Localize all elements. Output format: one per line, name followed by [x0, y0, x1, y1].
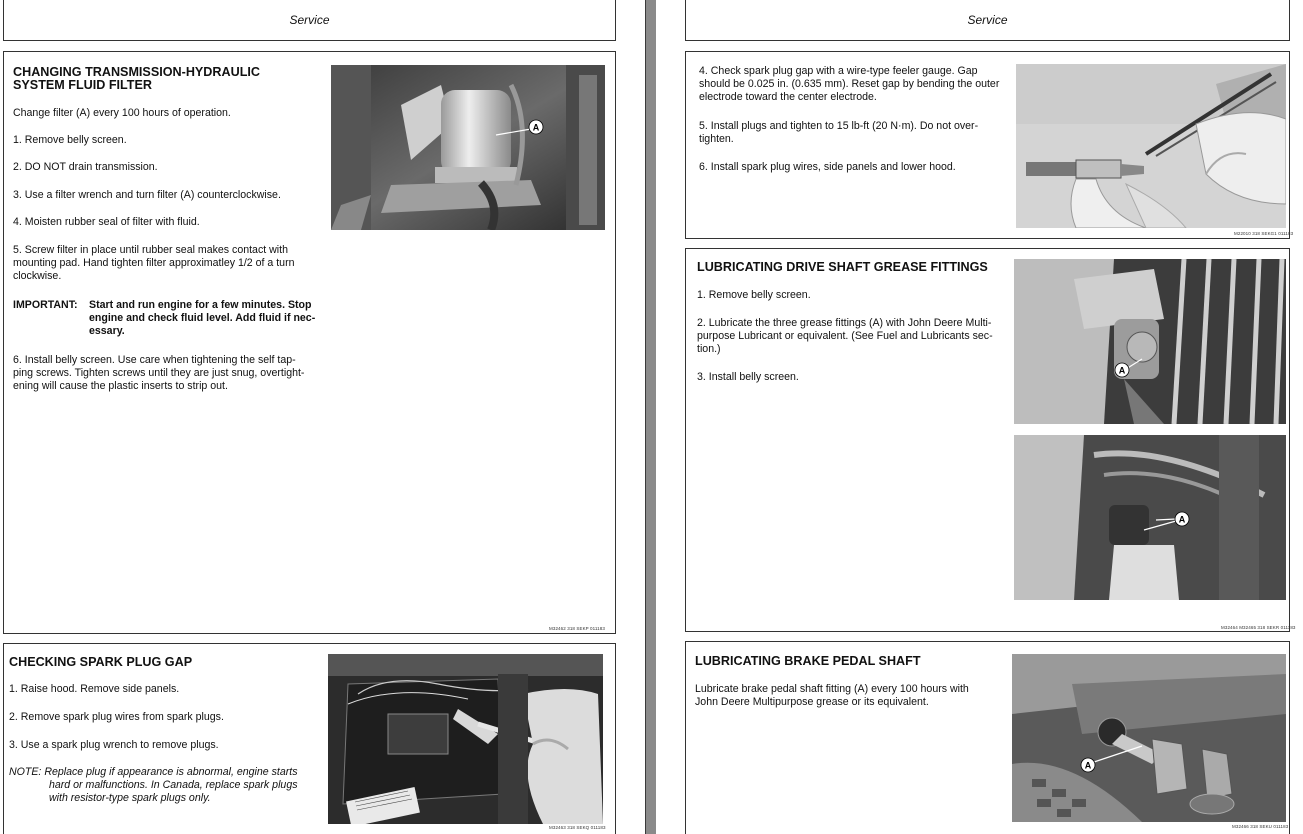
drive-photo-ref: M32464 M32465 318 SEKR 011183: [1221, 625, 1296, 630]
note-line2: hard or malfunctions. In Canada, replace spark plugs: [49, 779, 298, 791]
drive-lower-callout-a-label: A: [1178, 514, 1186, 525]
spark-step-2: 2. Remove spark plug wires from spark plugs.: [9, 711, 224, 723]
drive-step-1: 1. Remove belly screen.: [697, 289, 811, 301]
drive-step-3: 3. Install belly screen.: [697, 371, 799, 383]
transmission-filter-section: [3, 51, 616, 634]
spark-plug-section-title: CHECKING SPARK PLUG GAP: [9, 655, 193, 669]
note-line3: with resistor-type spark plugs only.: [49, 792, 211, 804]
spark-photo-ref: M32463 318 SEKQ 011183: [549, 825, 606, 830]
feeler-gauge-photo: [1016, 64, 1286, 228]
step-4-line2: should be 0.025 in. (0.635 mm). Reset gap by bending the outer: [699, 78, 1000, 90]
left-gutter-line: [645, 0, 646, 834]
photo-ref-code: M32462 318 SEKP 011183: [549, 626, 605, 631]
step-2: 2. DO NOT drain transmission.: [13, 161, 158, 173]
filter-shape: [441, 90, 511, 175]
spark-step-3: 3. Use a spark plug wrench to remove plugs.: [9, 739, 219, 751]
step-6-line2: ping screws. Tighten screws until they are just snug, overtight-: [13, 367, 305, 379]
drive-shaft-photo-lower: [1014, 435, 1286, 600]
important-line1: Start and run engine for a few minutes. Stop: [89, 299, 312, 311]
intro-text: Change filter (A) every 100 hours of operation.: [13, 107, 231, 119]
drive-step-2-line2: purpose Lubricant or equivalent. (See Fuel and Lubricants sec-: [697, 330, 993, 342]
left-page-header: [3, 0, 616, 41]
section-title-line1: CHANGING TRANSMISSION-HYDRAULIC: [13, 65, 260, 79]
step-5-line1: 5. Screw filter in place until rubber seal makes contact with: [13, 244, 288, 256]
step-5-line2: tighten.: [699, 133, 734, 145]
important-line3: essary.: [89, 325, 125, 337]
drive-step-2-line1: 2. Lubricate the three grease fittings (A) with John Deere Multi-: [697, 317, 992, 329]
drive-shaft-section: [685, 248, 1296, 632]
section-title-line2: SYSTEM FLUID FILTER: [13, 78, 152, 92]
drive-shaft-photo-upper: [1014, 259, 1286, 424]
drive-step-2-line3: tion.): [697, 343, 721, 355]
spark-plug-continued-section: [685, 51, 1294, 239]
brake-photo-ref: M32466 318 SEKU 011183: [1232, 824, 1289, 829]
right-header-text: Service: [967, 13, 1008, 27]
brake-callout-a-label: A: [1084, 760, 1092, 771]
brake-text-line1: Lubricate brake pedal shaft fitting (A) every 100 hours with: [695, 683, 969, 695]
left-page: [0, 0, 645, 834]
spark-step-1: 1. Raise hood. Remove side panels.: [9, 683, 180, 695]
important-line2: engine and check fluid level. Add fluid if nec-: [89, 312, 316, 324]
step-5-line1: 5. Install plugs and tighten to 15 lb-ft (20 N·m). Do not over-: [699, 120, 979, 132]
step-6-line3: ening will cause the plastic inserts to strip out.: [13, 380, 228, 392]
step-6: 6. Install spark plug wires, side panels and lower hood.: [699, 161, 956, 173]
right-page: [656, 0, 1303, 834]
step-4-line1: 4. Check spark plug gap with a wire-type feeler gauge. Gap: [699, 65, 978, 77]
left-header-text: Service: [289, 13, 330, 27]
step-6-line1: 6. Install belly screen. Use care when tightening the self tap-: [13, 354, 296, 366]
right-page-header: [685, 0, 1290, 41]
callout-a-label: A: [532, 122, 540, 133]
spark-plug-gap-section: [3, 643, 616, 834]
step-3: 3. Use a filter wrench and turn filter (A) counterclockwise.: [13, 189, 281, 201]
brake-pedal-section: [685, 641, 1290, 834]
brake-pedal-photo: [1012, 654, 1286, 822]
brake-text-line2: John Deere Multipurpose grease or its equivalent.: [695, 696, 929, 708]
important-notice: [13, 299, 333, 339]
step-5-line2: mounting pad. Hand tighten filter approximatley 1/2 of a turn: [13, 257, 295, 269]
drive-shaft-title: LUBRICATING DRIVE SHAFT GREASE FITTINGS: [697, 260, 988, 274]
step-4-line3: electrode toward the center electrode.: [699, 91, 877, 103]
step-1: 1. Remove belly screen.: [13, 134, 127, 146]
transmission-filter-photo: [331, 65, 605, 230]
step-4: 4. Moisten rubber seal of filter with fluid.: [13, 216, 200, 228]
important-label: IMPORTANT:: [13, 299, 78, 311]
feeler-photo-ref: M22010 318 SEKG1 011183: [1234, 231, 1294, 236]
note-line1: NOTE: Replace plug if appearance is abnormal, engine starts: [9, 766, 298, 778]
spark-note: [9, 766, 329, 806]
drive-callout-a-label: A: [1118, 365, 1126, 376]
step-5-line3: clockwise.: [13, 270, 62, 282]
spark-plug-wrench-photo: [328, 654, 603, 824]
brake-pedal-title: LUBRICATING BRAKE PEDAL SHAFT: [695, 654, 921, 668]
